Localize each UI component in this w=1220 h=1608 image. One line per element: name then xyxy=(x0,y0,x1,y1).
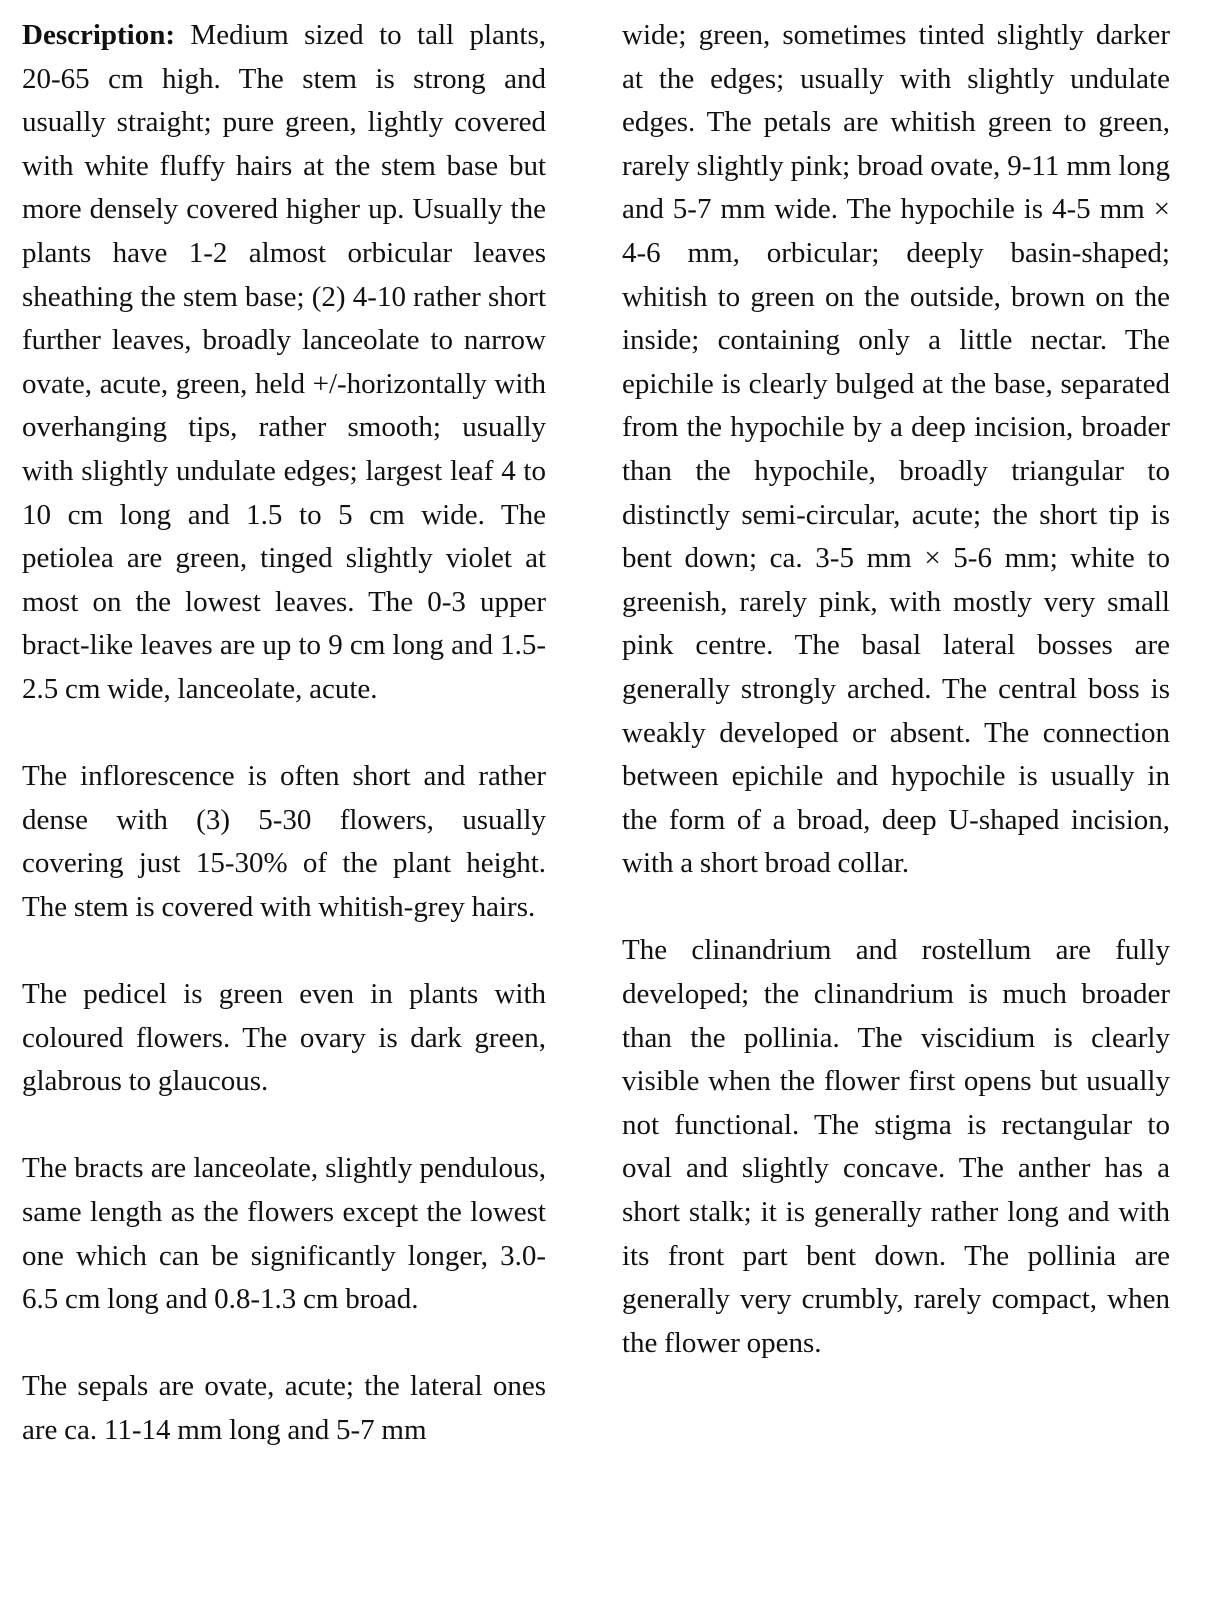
paragraph-gap xyxy=(22,929,546,973)
clinandrium-paragraph: The clinandrium and rostellum are fully developed; the clinandrium is much broader than the pollinia. The viscidium is clearly visible when the flower first opens but usually not functional. The stigma is rectangular to oval and slightly concave. The anther has a short stalk; it is generally rather long and with its front part bent down. The pollinia are generally very crumbly, rarely compact, when the flower opens. xyxy=(622,934,1170,1359)
right-column xyxy=(622,14,1170,1365)
left-column xyxy=(22,14,546,1453)
description-text: Medium sized to tall plants, 20-65 cm high. The stem is strong and usually straight; pure green, lightly covered with white fluffy hairs at the stem base but more densely covered higher up. Usually the plants have 1-2 almost orbicular leaves sheathing the stem base; (2) 4-10 rather short further leaves, broadly lanceolate to narrow ovate, acute, green, held +/-horizontally with overhanging tips, rather smooth; usually with slightly undulate edges; largest leaf 4 to 10 cm long and 1.5 to 5 cm wide. The petiolea are green, tinged slightly violet at most on the lowest leaves. The 0-3 upper bract-like leaves are up to 9 cm long and 1.5-2.5 cm wide, lanceolate, acute. xyxy=(22,19,546,705)
sepals-paragraph-continued: wide; green, sometimes tinted slightly darker at the edges; usually with slightly undulate edges. The petals are whitish green to green, rarely slightly pink; broad ovate, 9-11 mm long and 5-7 mm wide. The hypochile is 4-5 mm × 4-6 mm, orbicular; deeply basin-shaped; whitish to green on the outside, brown on the inside; containing only a little nectar. The epichile is clearly bulged at the base, separated from the hypochile by a deep incision, broader than the hypochile, broadly triangular to distinctly semi-circular, acute; the short tip is bent down; ca. 3-5 mm × 5-6 mm; white to greenish, rarely pink, with mostly very small pink centre. The basal lateral bosses are generally strongly arched. The central boss is weakly developed or absent. The connection between epichile and hypochile is usually in the form of a broad, deep U-shaped incision, with a short broad collar. xyxy=(622,19,1170,880)
bracts-paragraph: The bracts are lanceolate, slightly pendulous, same length as the flowers except the lowest one which can be significantly longer, 3.0-6.5 cm long and 0.8-1.3 cm broad. xyxy=(22,1152,546,1316)
paragraph-gap xyxy=(22,1104,546,1148)
description-label: Description: xyxy=(22,19,176,51)
pedicel-paragraph: The pedicel is green even in plants with coloured flowers. The ovary is dark green, glabrous to glaucous. xyxy=(22,978,546,1098)
description-paragraph xyxy=(22,14,546,712)
paragraph-gap xyxy=(22,712,546,756)
sepals-paragraph-start: The sepals are ovate, acute; the lateral ones are ca. 11-14 mm long and 5-7 mm xyxy=(22,1370,546,1446)
paragraph-gap xyxy=(622,886,1170,930)
inflorescence-paragraph: The inflorescence is often short and rather dense with (3) 5-30 flowers, usually covering just 15-30% of the plant height. The stem is covered with whitish-grey hairs. xyxy=(22,760,546,923)
paragraph-gap xyxy=(22,1322,546,1366)
